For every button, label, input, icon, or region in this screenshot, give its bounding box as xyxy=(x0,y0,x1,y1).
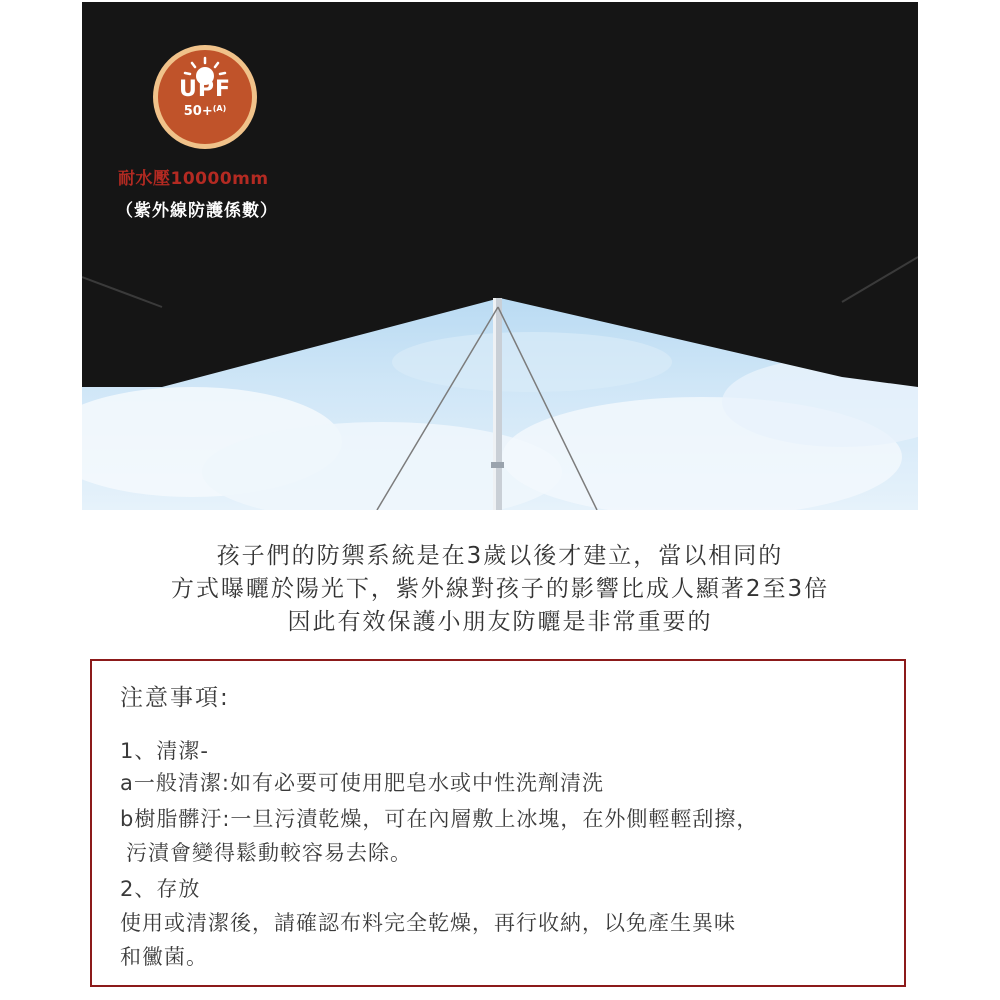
upf-rating-suffix: (A) xyxy=(212,104,227,113)
intro-line-1: 孩子們的防禦系統是在3歲以後才建立，當以相同的 xyxy=(216,543,784,569)
upf-badge xyxy=(152,44,258,150)
uv-index-text: （紫外線防護係數） xyxy=(116,201,278,221)
note-storage-heading: 2、存放 xyxy=(120,877,201,901)
upf-label: UPF xyxy=(178,77,232,102)
note-general-cleaning: a一般清潔:如有必要可使用肥皂水或中性洗劑清洗 xyxy=(120,771,604,795)
intro-line-2: 方式曝曬於陽光下，紫外線對孩子的影響比成人顯著2至3倍 xyxy=(170,576,830,602)
upf-rating-value: 50+ xyxy=(183,104,213,119)
upf-rating xyxy=(152,104,258,119)
note-storage-text-cont: 和黴菌。 xyxy=(120,945,208,969)
note-resin-stain: b樹脂髒汙:一旦污漬乾燥，可在內層敷上冰塊，在外側輕輕刮擦， xyxy=(120,807,759,831)
notes-box xyxy=(90,659,906,987)
product-photo xyxy=(82,2,918,510)
note-cleaning-heading: 1、清潔- xyxy=(120,739,209,763)
note-resin-stain-cont: 污漬會變得鬆動較容易去除。 xyxy=(126,841,412,865)
water-pressure-text: 耐水壓10000mm xyxy=(118,169,269,189)
intro-paragraph xyxy=(82,540,918,639)
notes-title: 注意事項: xyxy=(120,685,230,711)
note-storage-text: 使用或清潔後，請確認布料完全乾燥，再行收納，以免產生異味 xyxy=(120,911,736,935)
intro-line-3: 因此有效保護小朋友防曬是非常重要的 xyxy=(287,609,713,635)
